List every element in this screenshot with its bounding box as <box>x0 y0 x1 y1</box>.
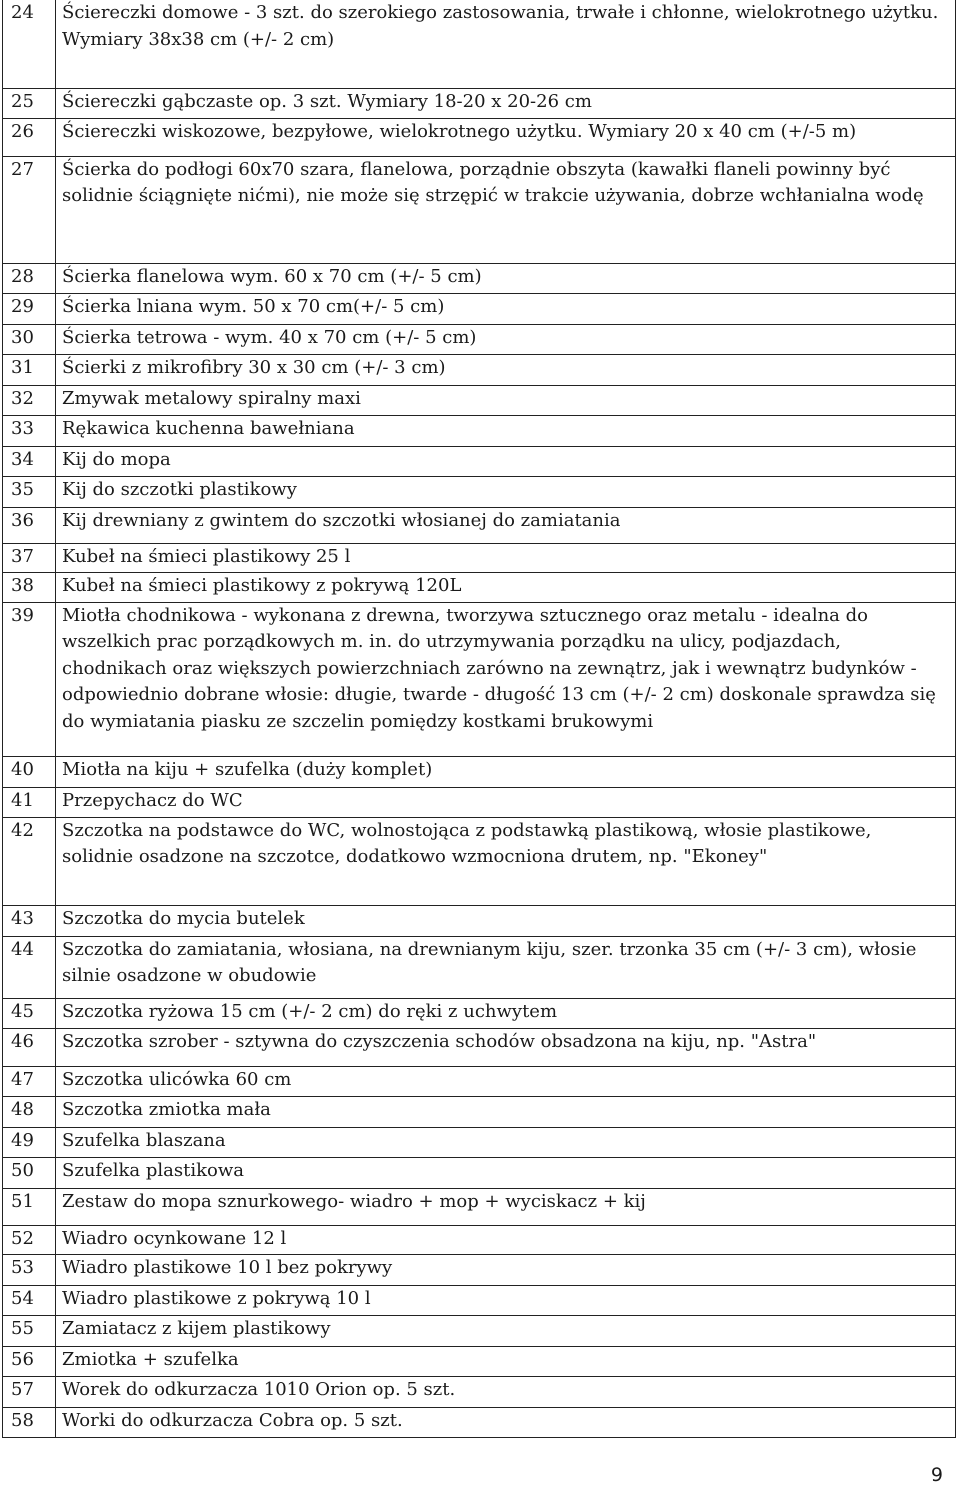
table-row <box>3 293 956 324</box>
page-number: 9 <box>930 1464 943 1486</box>
table-row <box>3 446 956 476</box>
row-number: 43 <box>3 905 56 936</box>
table-row <box>3 1376 956 1407</box>
table-row <box>3 1127 956 1157</box>
row-number: 53 <box>3 1254 56 1285</box>
row-description: Zestaw do mopa sznurkowego- wiadro + mop + wyciskacz + kij <box>56 1188 956 1225</box>
table-row <box>3 88 956 118</box>
row-number: 45 <box>3 998 56 1028</box>
row-number: 31 <box>3 354 56 385</box>
row-description: Przepychacz do WC <box>56 787 956 817</box>
row-number: 26 <box>3 118 56 156</box>
row-number: 58 <box>3 1407 56 1437</box>
row-number: 42 <box>3 817 56 905</box>
table-row <box>3 324 956 354</box>
table-row <box>3 507 956 543</box>
row-description: Wiadro plastikowe 10 l bez pokrywy <box>56 1254 956 1285</box>
table-row <box>3 385 956 415</box>
table-row <box>3 1066 956 1096</box>
row-description: Zamiatacz z kijem plastikowy <box>56 1315 956 1346</box>
row-description: Wiadro plastikowe z pokrywą 10 l <box>56 1285 956 1315</box>
table-row <box>3 817 956 905</box>
row-description: Szczotka do mycia butelek <box>56 905 956 936</box>
row-description: Worek do odkurzacza 1010 Orion op. 5 szt. <box>56 1376 956 1407</box>
table-row <box>3 1407 956 1437</box>
row-description: Miotła chodnikowa - wykonana z drewna, tworzywa sztucznego oraz metalu - idealna do wszelkich prac porządkowych m. in. do utrzymywania porządku na ulicy, podjazdach, chodnikach oraz większych powierzchniach zarówno na zewnątrz, jak i wewnątrz budynków - odpowiednio dobrane włosie: długie, twarde - długość 13 cm (+/- 2 cm) doskonale sprawdza się do wymiatania piasku ze szczelin pomiędzy kostkami brukowymi <box>56 602 956 756</box>
row-description: Szczotka na podstawce do WC, wolnostojąca z podstawką plastikową, włosie plastikowe, solidnie osadzone na szczotce, dodatkowo wzmocniona drutem, np. "Ekoney" <box>56 817 956 905</box>
row-description: Szczotka ulicówka 60 cm <box>56 1066 956 1096</box>
row-number: 25 <box>3 88 56 118</box>
table-row <box>3 787 956 817</box>
row-description: Rękawica kuchenna bawełniana <box>56 415 956 446</box>
table-row <box>3 1225 956 1254</box>
row-number: 36 <box>3 507 56 543</box>
row-number: 41 <box>3 787 56 817</box>
row-description: Ścierka do podłogi 60x70 szara, flanelowa, porządnie obszyta (kawałki flaneli powinny być solidnie ściągnięte nićmi), nie może się strzępić w trakcie używania, dobrze wchłanialna wodę <box>56 156 956 263</box>
row-number: 54 <box>3 1285 56 1315</box>
row-description: Zmywak metalowy spiralny maxi <box>56 385 956 415</box>
row-description: Miotła na kiju + szufelka (duży komplet) <box>56 756 956 787</box>
row-number: 29 <box>3 293 56 324</box>
table-row <box>3 756 956 787</box>
row-number: 44 <box>3 936 56 998</box>
row-description: Ściereczki gąbczaste op. 3 szt. Wymiary 18-20 x 20-26 cm <box>56 88 956 118</box>
row-number: 40 <box>3 756 56 787</box>
row-number: 28 <box>3 263 56 293</box>
table-row <box>3 415 956 446</box>
items-table-body <box>3 0 956 1437</box>
table-row <box>3 1315 956 1346</box>
row-description: Szczotka do zamiatania, włosiana, na drewnianym kiju, szer. trzonka 35 cm (+/- 3 cm), włosie silnie osadzone w obudowie <box>56 936 956 998</box>
row-description: Kij do szczotki plastikowy <box>56 476 956 507</box>
row-number: 50 <box>3 1157 56 1188</box>
table-row <box>3 572 956 602</box>
row-description: Worki do odkurzacza Cobra op. 5 szt. <box>56 1407 956 1437</box>
row-description: Zmiotka + szufelka <box>56 1346 956 1376</box>
row-number: 57 <box>3 1376 56 1407</box>
table-row <box>3 905 956 936</box>
row-number: 56 <box>3 1346 56 1376</box>
table-row <box>3 1096 956 1127</box>
row-description: Szczotka ryżowa 15 cm (+/- 2 cm) do ręki z uchwytem <box>56 998 956 1028</box>
row-description: Szczotka zmiotka mała <box>56 1096 956 1127</box>
row-description: Kij drewniany z gwintem do szczotki włosianej do zamiatania <box>56 507 956 543</box>
table-row <box>3 1285 956 1315</box>
table-row <box>3 156 956 263</box>
table-row <box>3 998 956 1028</box>
row-number: 38 <box>3 572 56 602</box>
row-number: 24 <box>3 0 56 88</box>
table-row <box>3 1028 956 1066</box>
row-number: 35 <box>3 476 56 507</box>
row-description: Kubeł na śmieci plastikowy z pokrywą 120L <box>56 572 956 602</box>
table-row <box>3 1346 956 1376</box>
row-number: 46 <box>3 1028 56 1066</box>
row-description: Ściereczki domowe - 3 szt. do szerokiego zastosowania, trwałe i chłonne, wielokrotnego użytku. Wymiary 38x38 cm (+/- 2 cm) <box>56 0 956 88</box>
row-description: Szczotka szrober - sztywna do czyszczenia schodów obsadzona na kiju, np. "Astra" <box>56 1028 956 1066</box>
table-row <box>3 354 956 385</box>
row-number: 49 <box>3 1127 56 1157</box>
table-row <box>3 602 956 756</box>
table-row <box>3 0 956 88</box>
row-number: 48 <box>3 1096 56 1127</box>
row-number: 47 <box>3 1066 56 1096</box>
row-description: Wiadro ocynkowane 12 l <box>56 1225 956 1254</box>
row-number: 52 <box>3 1225 56 1254</box>
row-description: Ściereczki wiskozowe, bezpyłowe, wielokrotnego użytku. Wymiary 20 x 40 cm (+/-5 m) <box>56 118 956 156</box>
row-description: Kubeł na śmieci plastikowy 25 l <box>56 543 956 572</box>
row-description: Ścierka tetrowa - wym. 40 x 70 cm (+/- 5 cm) <box>56 324 956 354</box>
row-number: 30 <box>3 324 56 354</box>
row-number: 34 <box>3 446 56 476</box>
row-description: Szufelka plastikowa <box>56 1157 956 1188</box>
items-table <box>2 0 956 1438</box>
row-description: Ścierki z mikrofibry 30 x 30 cm (+/- 3 cm) <box>56 354 956 385</box>
row-number: 51 <box>3 1188 56 1225</box>
table-row <box>3 263 956 293</box>
row-number: 37 <box>3 543 56 572</box>
table-row <box>3 936 956 998</box>
table-row <box>3 543 956 572</box>
row-number: 33 <box>3 415 56 446</box>
row-number: 27 <box>3 156 56 263</box>
row-number: 39 <box>3 602 56 756</box>
table-row <box>3 1157 956 1188</box>
table-row <box>3 1254 956 1285</box>
row-description: Kij do mopa <box>56 446 956 476</box>
row-description: Szufelka blaszana <box>56 1127 956 1157</box>
table-row <box>3 118 956 156</box>
row-description: Ścierka flanelowa wym. 60 x 70 cm (+/- 5 cm) <box>56 263 956 293</box>
table-row <box>3 1188 956 1225</box>
row-description: Ścierka lniana wym. 50 x 70 cm(+/- 5 cm) <box>56 293 956 324</box>
row-number: 55 <box>3 1315 56 1346</box>
table-row <box>3 476 956 507</box>
row-number: 32 <box>3 385 56 415</box>
